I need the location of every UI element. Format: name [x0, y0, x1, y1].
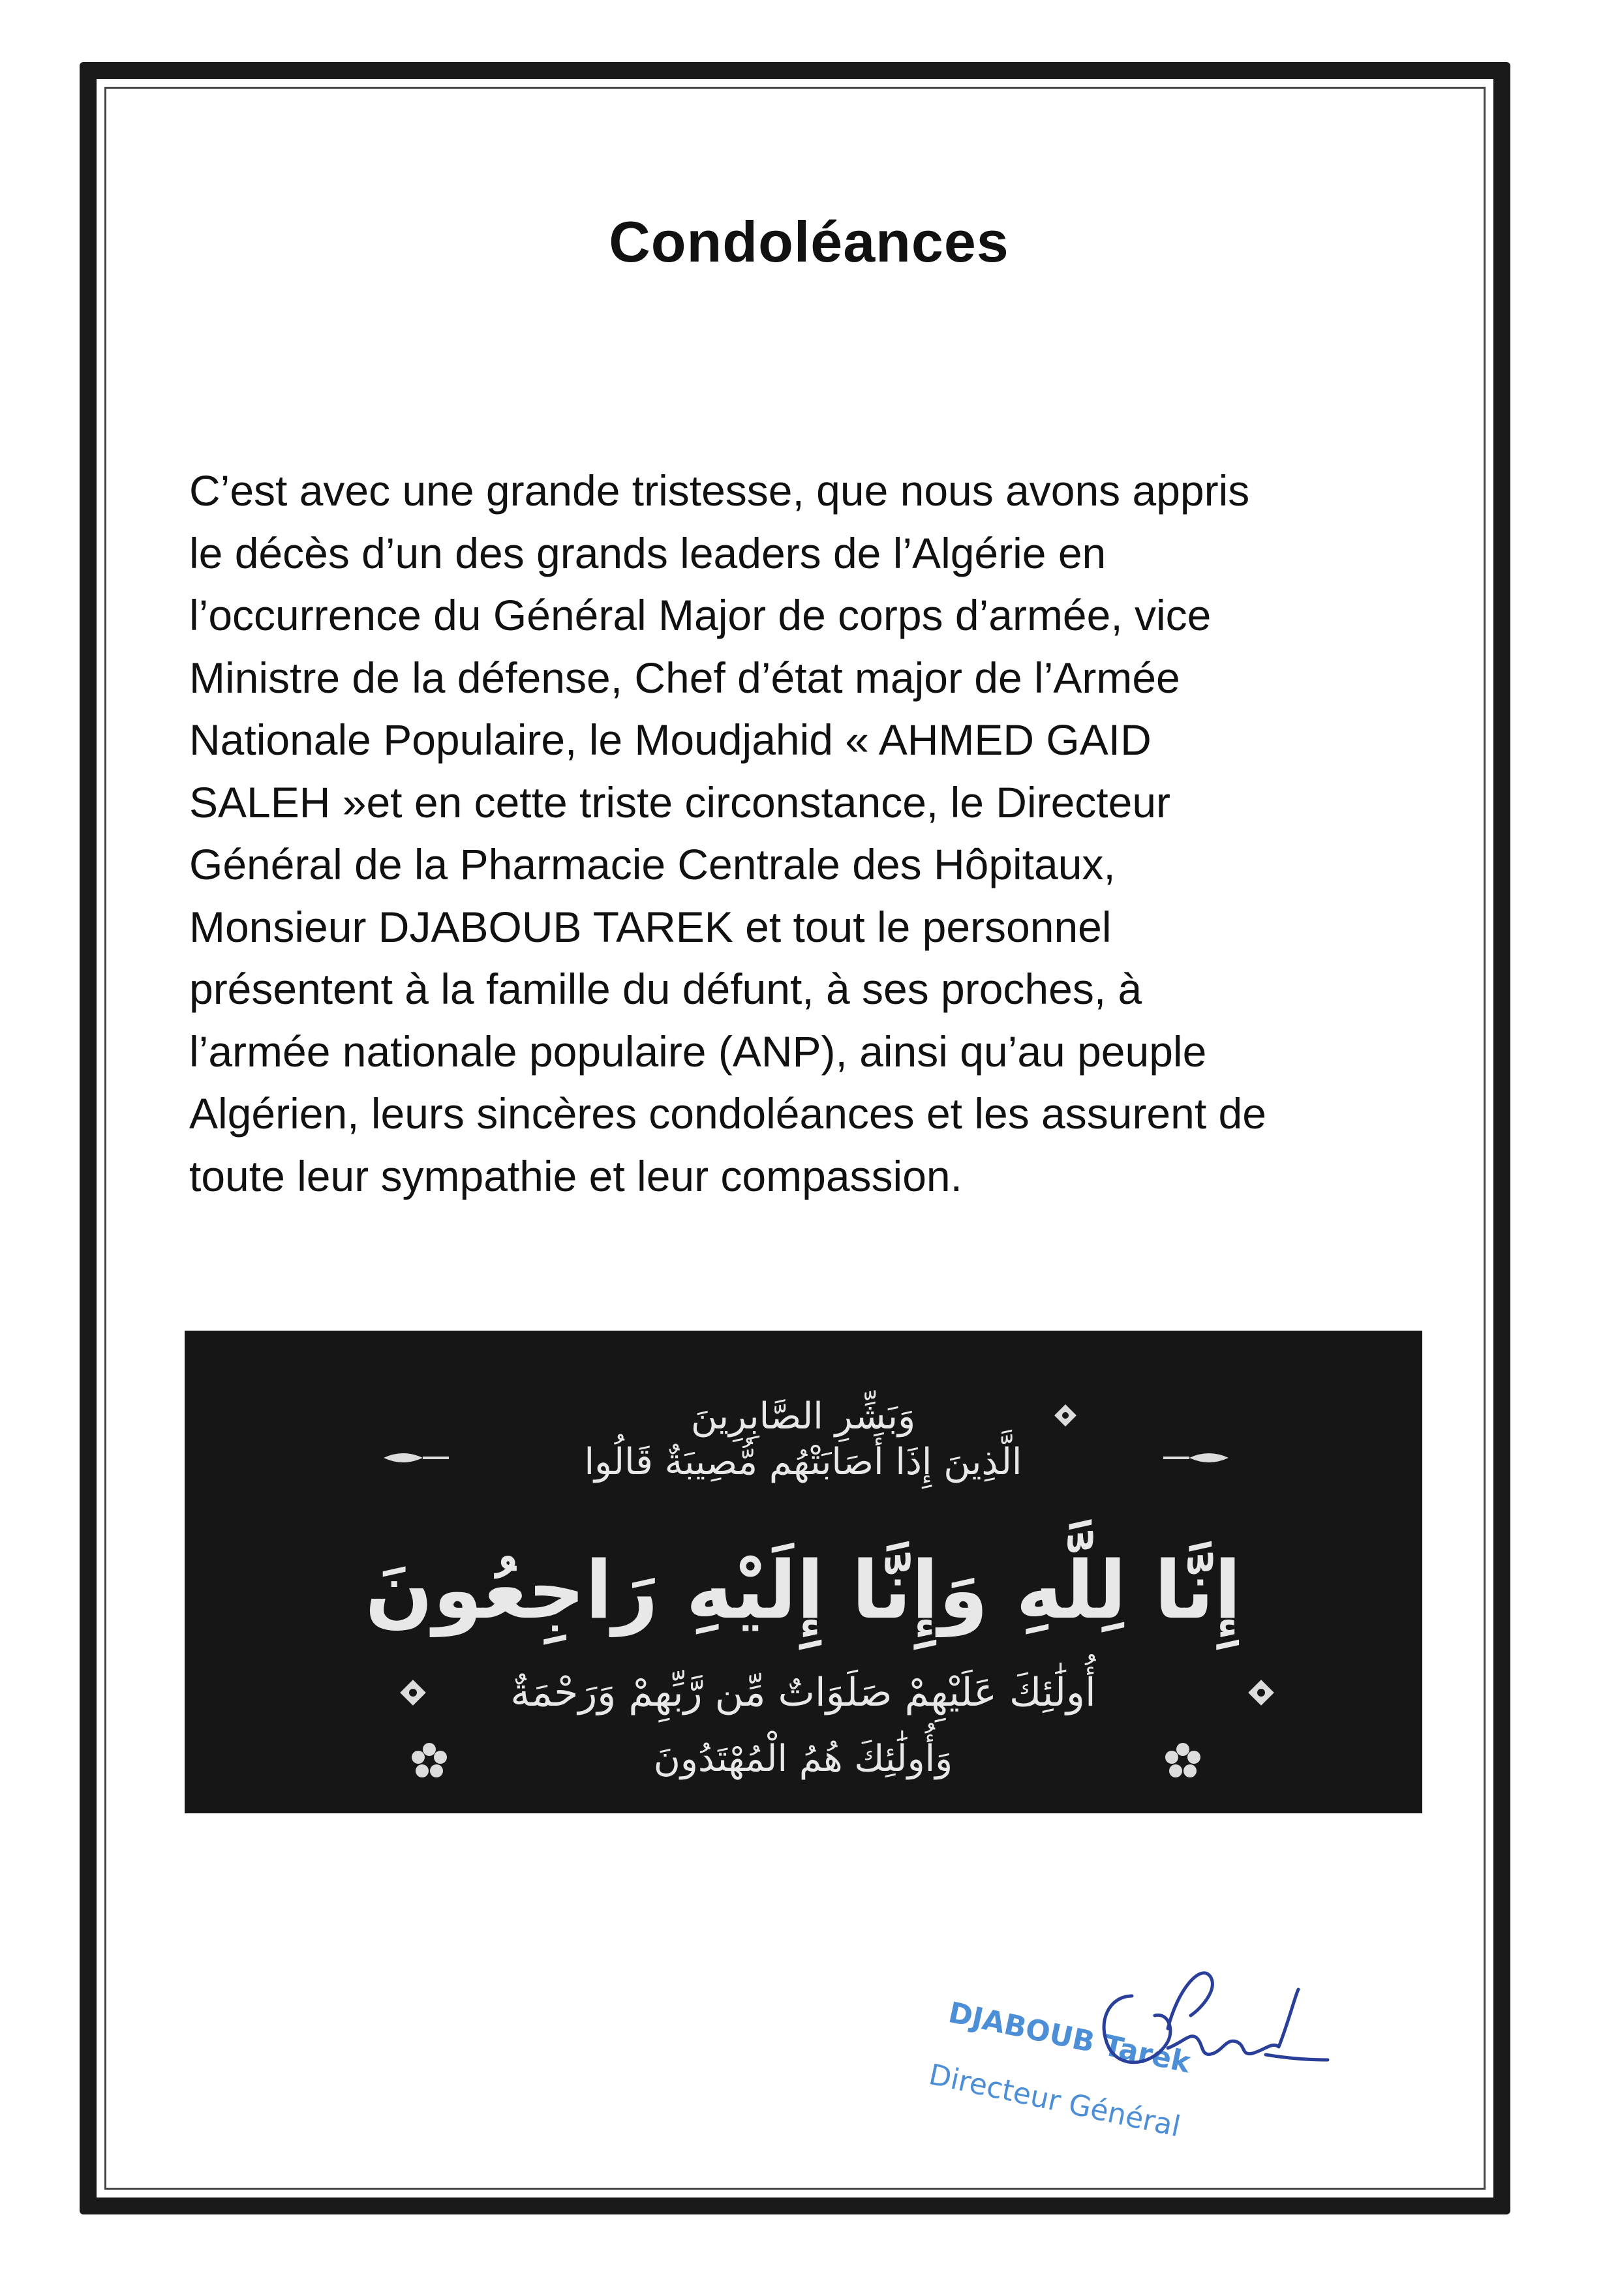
verse-line: أُولَٰئِكَ عَلَيْهِمْ صَلَوَاتٌ مِّن رَّبِّهِمْ وَرَحْمَةٌ [510, 1670, 1096, 1715]
message-line: le décès d’un des grands leaders de l’Algérie en [189, 528, 1107, 577]
message-line: Nationale Populaire, le Moudjahid « AHMED GAID [189, 716, 1152, 764]
stamp-role: Directeur Général [926, 2058, 1183, 2144]
diamond-ornament-icon [400, 1680, 426, 1706]
verse-line-main: إِنَّا لِلَّهِ وَإِنَّا إِلَيْهِ رَاجِعُونَ [365, 1544, 1242, 1637]
verse-line: وَأُولَٰئِكَ هُمُ الْمُهْتَدُونَ [653, 1738, 953, 1780]
quran-verse-calligraphy-panel [185, 1331, 1422, 1813]
leaf-ornament-icon [384, 1453, 449, 1462]
leaf-ornament-icon [1163, 1453, 1229, 1462]
message-line: l’armée nationale populaire (ANP), ainsi qu’au peuple [189, 1027, 1207, 1076]
message-line: Général de la Pharmacie Centrale des Hôpitaux, [189, 840, 1116, 888]
verse-line: وَبَشِّرِ الصَّابِرِينَ [690, 1395, 916, 1438]
message-line: l’occurrence du Général Major de corps d’armée, vice [189, 591, 1212, 639]
diamond-ornament-icon [1248, 1680, 1274, 1706]
message-line: Ministre de la défense, Chef d’état major de l’Armée [189, 653, 1180, 702]
condolence-message [189, 460, 1429, 1207]
message-line: toute leur sympathie et leur compassion. [189, 1151, 962, 1200]
verse-line: الَّذِينَ إِذَا أَصَابَتْهُم مُّصِيبَةٌ قَالُوا [584, 1441, 1022, 1483]
message-line: Monsieur DJABOUB TAREK et tout le personnel [189, 902, 1112, 951]
flower-ornament-icon [412, 1743, 447, 1777]
calligraphy-svg [185, 1331, 1422, 1813]
stamp-name: DJABOUB Tarek [945, 1996, 1194, 2080]
document-title: Condoléances [609, 209, 1009, 274]
message-line: SALEH »et en cette triste circonstance, le Directeur [189, 778, 1171, 826]
message-line: Algérien, leurs sincères condoléances et les assurent de [189, 1089, 1266, 1138]
message-line: présentent à la famille du défunt, à ses proches, à [189, 965, 1142, 1013]
diamond-ornament-icon [1054, 1404, 1076, 1427]
message-line: C’est avec une grande tristesse, que nous avons appris [189, 466, 1250, 515]
flower-ornament-icon [1165, 1743, 1200, 1777]
handwritten-signature [1070, 1950, 1331, 2113]
